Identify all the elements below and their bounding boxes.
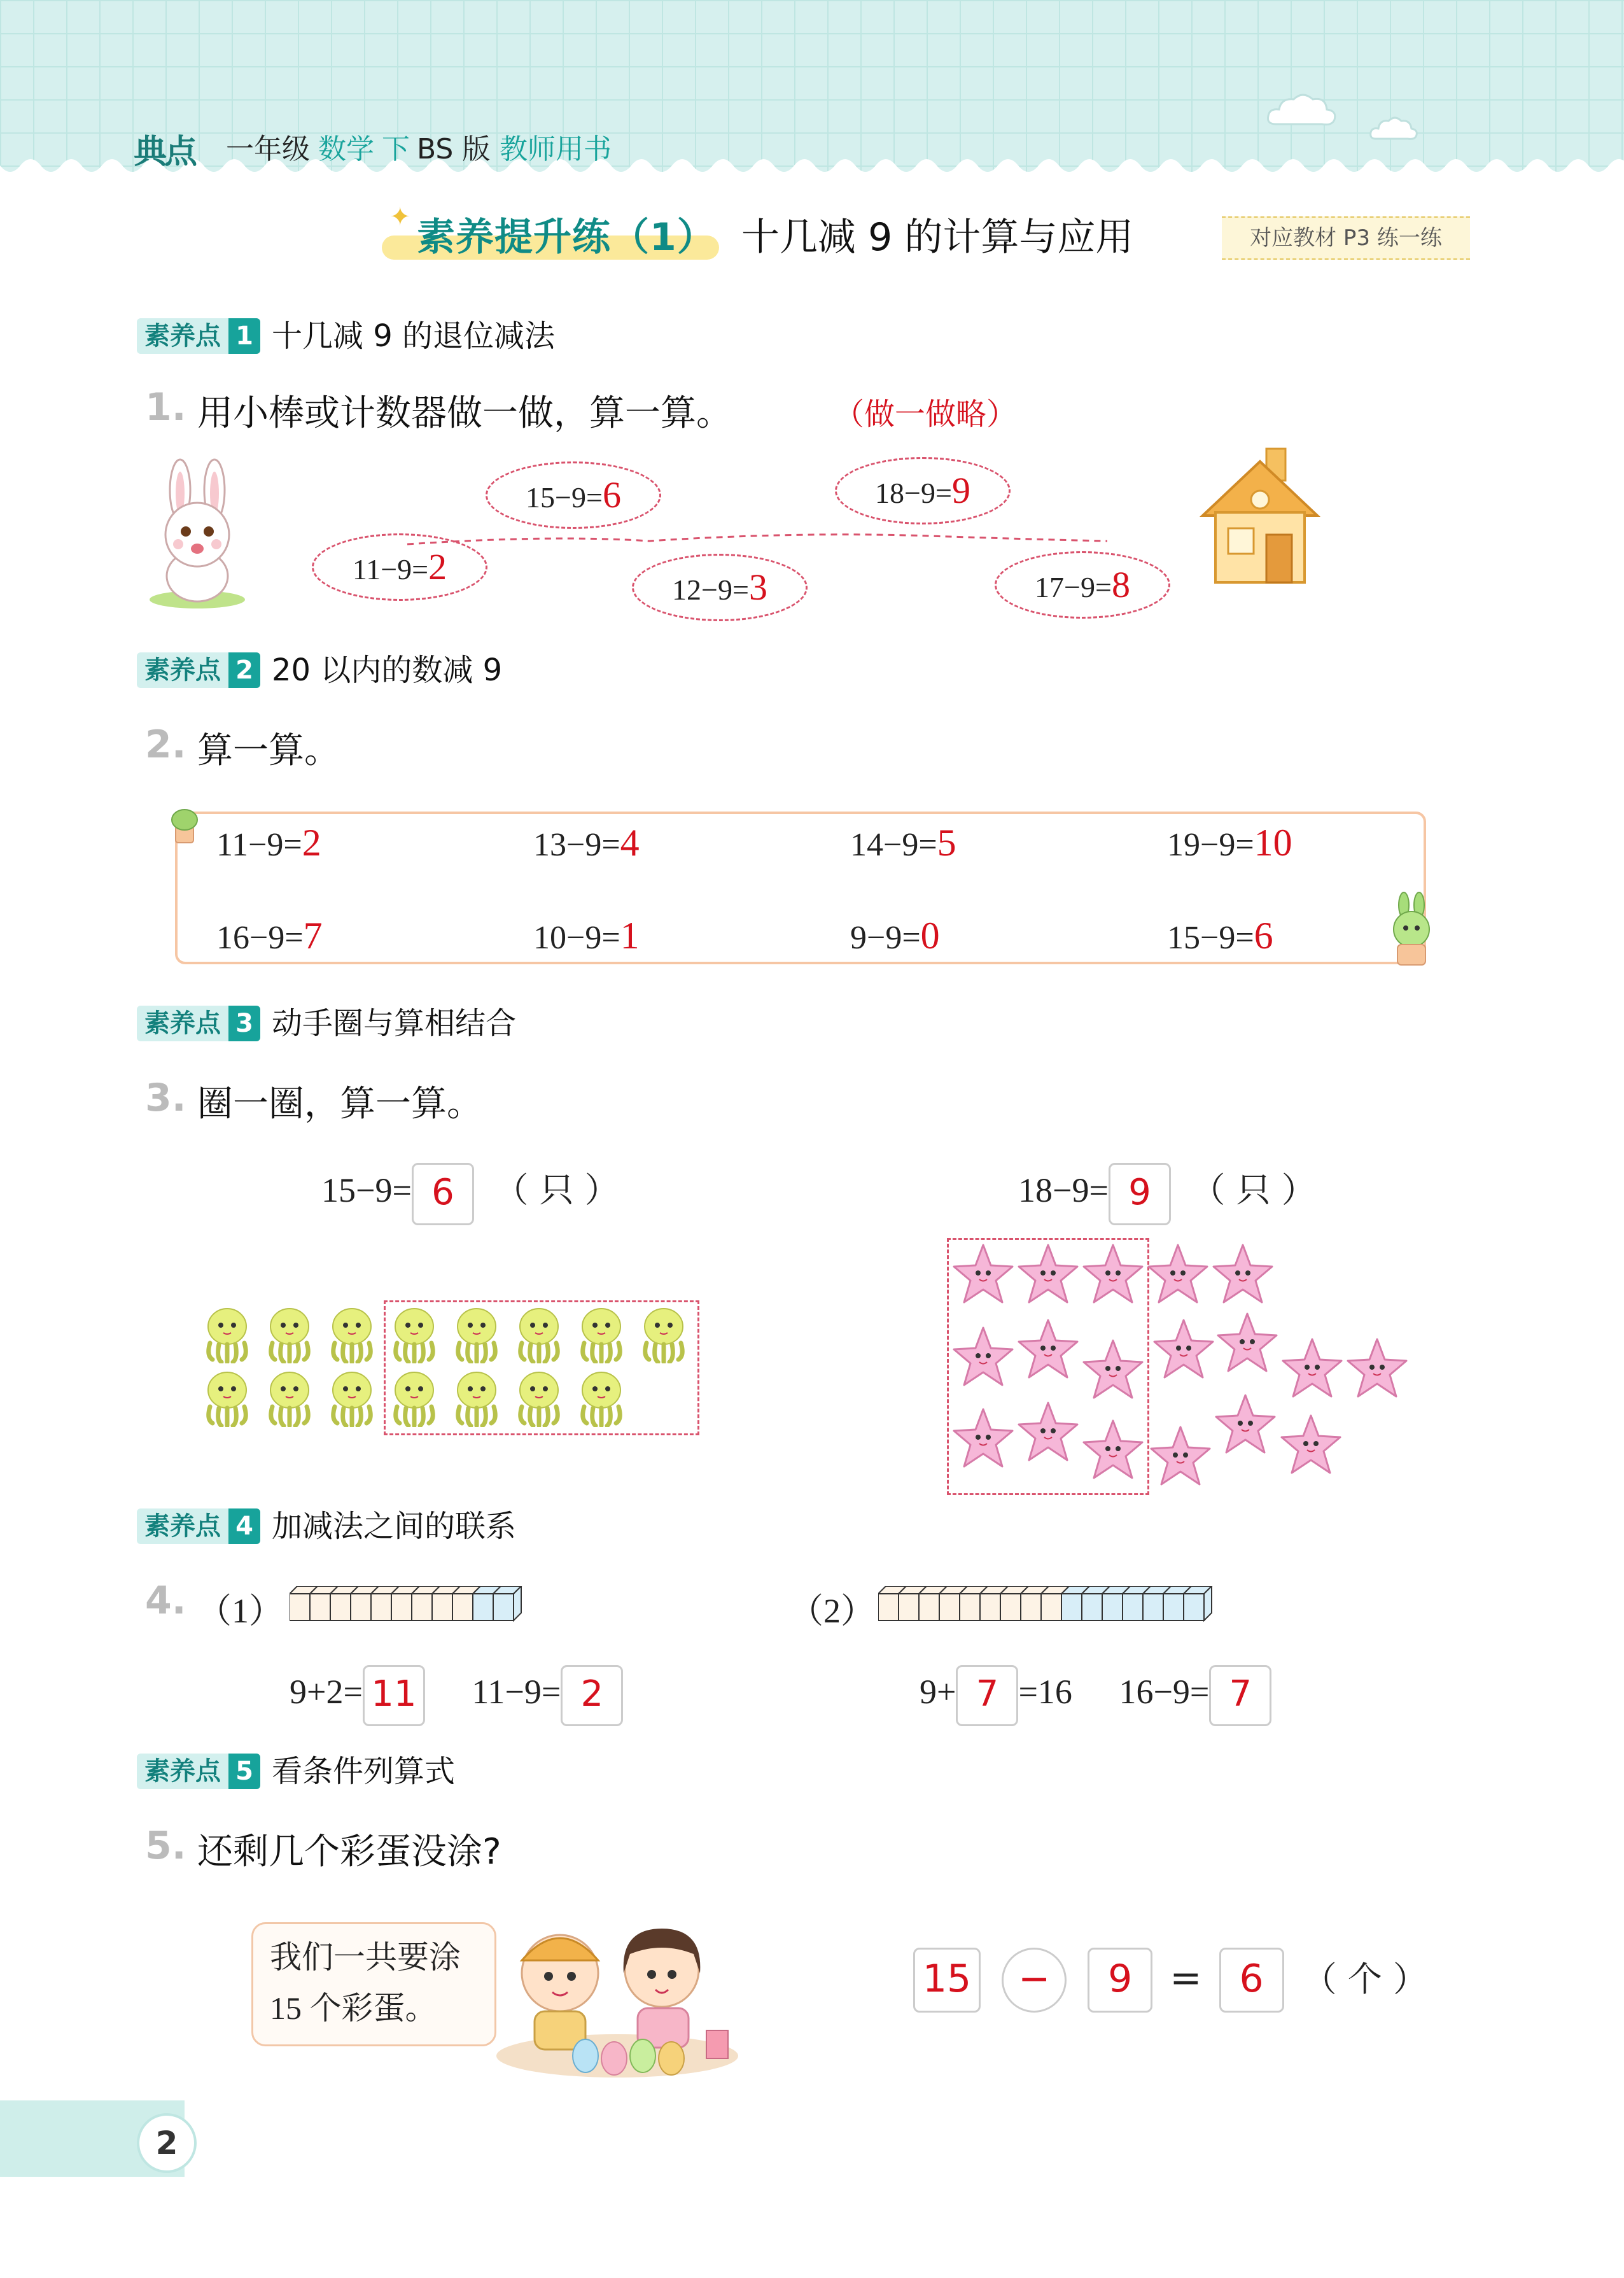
answer-box: 2: [561, 1665, 623, 1726]
octopus-icon: [452, 1305, 501, 1363]
cube: [1123, 1594, 1143, 1621]
grade-label: 一年级: [226, 133, 310, 165]
equation-expression: 16−9=: [1119, 1673, 1210, 1711]
page-number: 2: [137, 2113, 197, 2173]
section-tag-4: [137, 1508, 516, 1544]
question-note: （做一做略）: [834, 397, 1018, 432]
section-title: 加减法之间的联系: [272, 1508, 517, 1544]
octopus-icon: [514, 1305, 564, 1363]
cube: [1041, 1594, 1061, 1621]
cube: [1000, 1594, 1021, 1621]
equation-ellipse: [835, 457, 1011, 524]
answer-box: 9: [1088, 1948, 1152, 2013]
equation-expression: 9−9=: [850, 920, 921, 956]
answer-box: 6: [1219, 1948, 1284, 2013]
section-title: 看条件列算式: [272, 1754, 456, 1789]
equation-right: [1018, 1158, 1316, 1225]
cube: [493, 1594, 514, 1621]
section-tag-5: [137, 1754, 455, 1789]
question-number: 4.: [145, 1578, 186, 1623]
speech-bubble: [251, 1922, 496, 2046]
children-painting-eggs-icon: [490, 1903, 745, 2081]
answer-box: 6: [412, 1163, 474, 1225]
tag-label: 素养点: [137, 1508, 228, 1544]
equation-answer: 0: [920, 915, 940, 957]
cube: [899, 1594, 919, 1621]
starfish-icon: [1146, 1242, 1210, 1306]
cube: [1082, 1594, 1102, 1621]
cube: [432, 1594, 452, 1621]
part-label: （1）: [197, 1592, 283, 1630]
question-number: 5.: [145, 1824, 186, 1868]
starfish-icon: [1016, 1318, 1080, 1381]
equation: [850, 821, 956, 865]
octopus-icon: [265, 1305, 314, 1363]
equation-answer: 2: [428, 546, 447, 587]
house-icon: [1190, 439, 1330, 592]
octopus-icon: [202, 1368, 252, 1427]
equation-answer: 1: [620, 915, 640, 957]
octopus-icon: [577, 1305, 626, 1363]
equation-expression: 11−9=: [472, 1673, 561, 1711]
tag-label: 素养点: [137, 1754, 228, 1789]
answer-box: 9: [1109, 1163, 1171, 1225]
equation-ellipse: [632, 554, 808, 621]
section-tag-3: [137, 1006, 516, 1041]
equation-expression: 15−9=: [321, 1171, 412, 1209]
equation-expression: 17−9=: [1035, 571, 1112, 603]
textbook-reference: 对应教材 P3 练一练: [1222, 216, 1470, 260]
tag-label: 素养点: [137, 1006, 228, 1041]
cube: [391, 1594, 412, 1621]
cube: [1143, 1594, 1163, 1621]
equation: [1167, 821, 1292, 865]
tag-number: 5: [228, 1754, 260, 1789]
speech-line: 我们一共要涂: [270, 1939, 461, 1976]
equation-expression: 10−9=: [533, 920, 620, 956]
equation-expression: 19−9=: [1167, 827, 1254, 863]
starfish-icon: [1081, 1242, 1145, 1306]
cube: [1184, 1594, 1204, 1621]
equation-row: [290, 1661, 623, 1726]
octopus-icon: [452, 1368, 501, 1427]
tag-number: 3: [228, 1006, 260, 1041]
question-text: 还剩几个彩蛋没涂?: [197, 1831, 501, 1873]
title-topic: 十几减 9 的计算与应用: [741, 215, 1134, 260]
equation-expression: 11−9=: [352, 553, 429, 586]
question-text: 算一算。: [197, 730, 340, 771]
question-text: 圈一圈，算一算。: [197, 1083, 482, 1125]
cube: [351, 1594, 371, 1621]
subject-label: 数学: [318, 133, 374, 165]
section-tag-2: [137, 652, 502, 688]
equation-answer: 7: [303, 915, 323, 957]
equation-expression: 12−9=: [672, 573, 749, 606]
octopus-icon: [639, 1305, 689, 1363]
section-tag-1: [137, 318, 555, 354]
cloud-icon: [1368, 115, 1419, 145]
tag-label: 素养点: [137, 318, 228, 354]
equation-expression: 9+: [920, 1673, 956, 1711]
equation-left: [321, 1158, 619, 1225]
equation: [216, 914, 323, 958]
tag-label: 素养点: [137, 652, 228, 688]
starfish-icon: [1152, 1318, 1215, 1381]
starfish-icon: [1345, 1337, 1409, 1400]
octopus-icon: [265, 1368, 314, 1427]
speech-line: 15 个彩蛋。: [270, 1990, 437, 2026]
starfish-icon: [951, 1407, 1015, 1470]
cube: [878, 1594, 899, 1621]
cactus-icon: [167, 803, 202, 845]
equation-answer: 10: [1254, 822, 1292, 864]
equation-answer: 8: [1111, 564, 1130, 605]
tag-number: 2: [228, 652, 260, 688]
section-title: 动手圈与算相结合: [272, 1006, 517, 1041]
cube: [939, 1594, 960, 1621]
equation: [1167, 914, 1273, 958]
octopus-icon: [202, 1305, 252, 1363]
equation-answer: 9: [951, 470, 970, 511]
starfish-icon: [1016, 1400, 1080, 1464]
starfish-icon: [951, 1325, 1015, 1389]
answer-box: 7: [1209, 1665, 1271, 1726]
tag-number: 1: [228, 318, 260, 354]
equation-answer: 5: [937, 822, 956, 864]
sparkle-icon: ✦: [389, 202, 411, 232]
answer-box: 15: [913, 1948, 981, 2013]
equation-answer: 2: [302, 822, 321, 864]
cloud-icon: [1263, 89, 1340, 134]
unit-label: （ 只 ）: [494, 1170, 619, 1210]
cube: [1021, 1594, 1041, 1621]
starfish-icon: [1081, 1338, 1145, 1402]
equation-expression: 15−9=: [1167, 920, 1254, 956]
equation-answer: 6: [1254, 915, 1273, 957]
cube-row-16: [878, 1586, 1247, 1626]
equation: [850, 914, 940, 958]
equation-answer: 3: [748, 566, 767, 608]
cube: [330, 1594, 351, 1621]
octopus-icon: [389, 1368, 439, 1427]
octopus-icon: [514, 1368, 564, 1427]
tag-number: 4: [228, 1508, 260, 1544]
cube: [310, 1594, 330, 1621]
cube: [452, 1594, 473, 1621]
equation-ellipse: [312, 533, 487, 601]
equation-expression: 13−9=: [533, 827, 620, 863]
cube: [919, 1594, 939, 1621]
brand-logo: 典点: [134, 133, 195, 171]
plant-character-icon: [1386, 891, 1437, 967]
equals-sign: =: [1170, 1956, 1202, 2000]
question-number: 3.: [145, 1076, 186, 1120]
equation-answer: 6: [602, 474, 621, 516]
section-title: 20 以内的数减 9: [272, 652, 503, 688]
question-number: 1.: [145, 385, 186, 430]
equation: [533, 821, 640, 865]
cube: [412, 1594, 432, 1621]
equation: [533, 914, 640, 958]
section-title: 十几减 9 的退位减法: [272, 318, 556, 354]
cube: [960, 1594, 980, 1621]
question-number: 2.: [145, 722, 186, 767]
octopus-icon: [327, 1305, 377, 1363]
starfish-icon: [1149, 1424, 1212, 1488]
edition-label: BS 版: [417, 133, 491, 165]
octopus-icon: [577, 1368, 626, 1427]
starfish-icon: [1279, 1413, 1343, 1477]
cube: [980, 1594, 1000, 1621]
equation-expression: =16: [1018, 1673, 1072, 1711]
cube: [473, 1594, 493, 1621]
answer-box: 11: [363, 1665, 425, 1726]
cube: [1163, 1594, 1184, 1621]
unit-label: （ 个 ）: [1302, 1959, 1428, 1999]
answer-box: 7: [956, 1665, 1018, 1726]
cube-row-11: [290, 1586, 563, 1626]
unit-label: （ 只 ）: [1191, 1170, 1316, 1210]
question-text: 用小棒或计数器做一做，算一算。: [197, 393, 732, 434]
operator-circle: −: [1002, 1948, 1067, 2013]
title-series: 素养提升练（1）: [417, 215, 716, 260]
volume-label: 下: [382, 133, 410, 165]
cube: [1102, 1594, 1123, 1621]
cube: [1061, 1594, 1082, 1621]
cube: [371, 1594, 391, 1621]
starfish-icon: [1016, 1242, 1080, 1306]
equation-answer: 4: [620, 822, 640, 864]
starfish-icon: [1214, 1393, 1277, 1456]
starfish-icon: [951, 1242, 1015, 1306]
starfish-icon: [1081, 1418, 1145, 1482]
equation-row: [920, 1661, 1271, 1726]
equation-expression: 18−9=: [1018, 1171, 1109, 1209]
equation-ellipse: [995, 551, 1170, 619]
equation-expression: 16−9=: [216, 920, 304, 956]
equation-ellipse: [486, 461, 661, 529]
equation-expression: 9+2=: [290, 1673, 363, 1711]
equation-expression: 11−9=: [216, 827, 302, 863]
equation-expression: 14−9=: [850, 827, 937, 863]
octopus-icon: [327, 1368, 377, 1427]
equation-expression: 18−9=: [875, 477, 952, 509]
starfish-icon: [1211, 1242, 1275, 1306]
starfish-icon: [1215, 1311, 1279, 1375]
cube: [290, 1594, 310, 1621]
rabbit-icon: [143, 458, 251, 611]
equation: [216, 821, 321, 865]
book-type-label: 教师用书: [500, 133, 612, 165]
answer-equation: [913, 1946, 1427, 2013]
equation-expression: 15−9=: [526, 481, 603, 514]
part-label: （2）: [789, 1592, 875, 1630]
starfish-icon: [1280, 1337, 1344, 1400]
octopus-icon: [389, 1305, 439, 1363]
